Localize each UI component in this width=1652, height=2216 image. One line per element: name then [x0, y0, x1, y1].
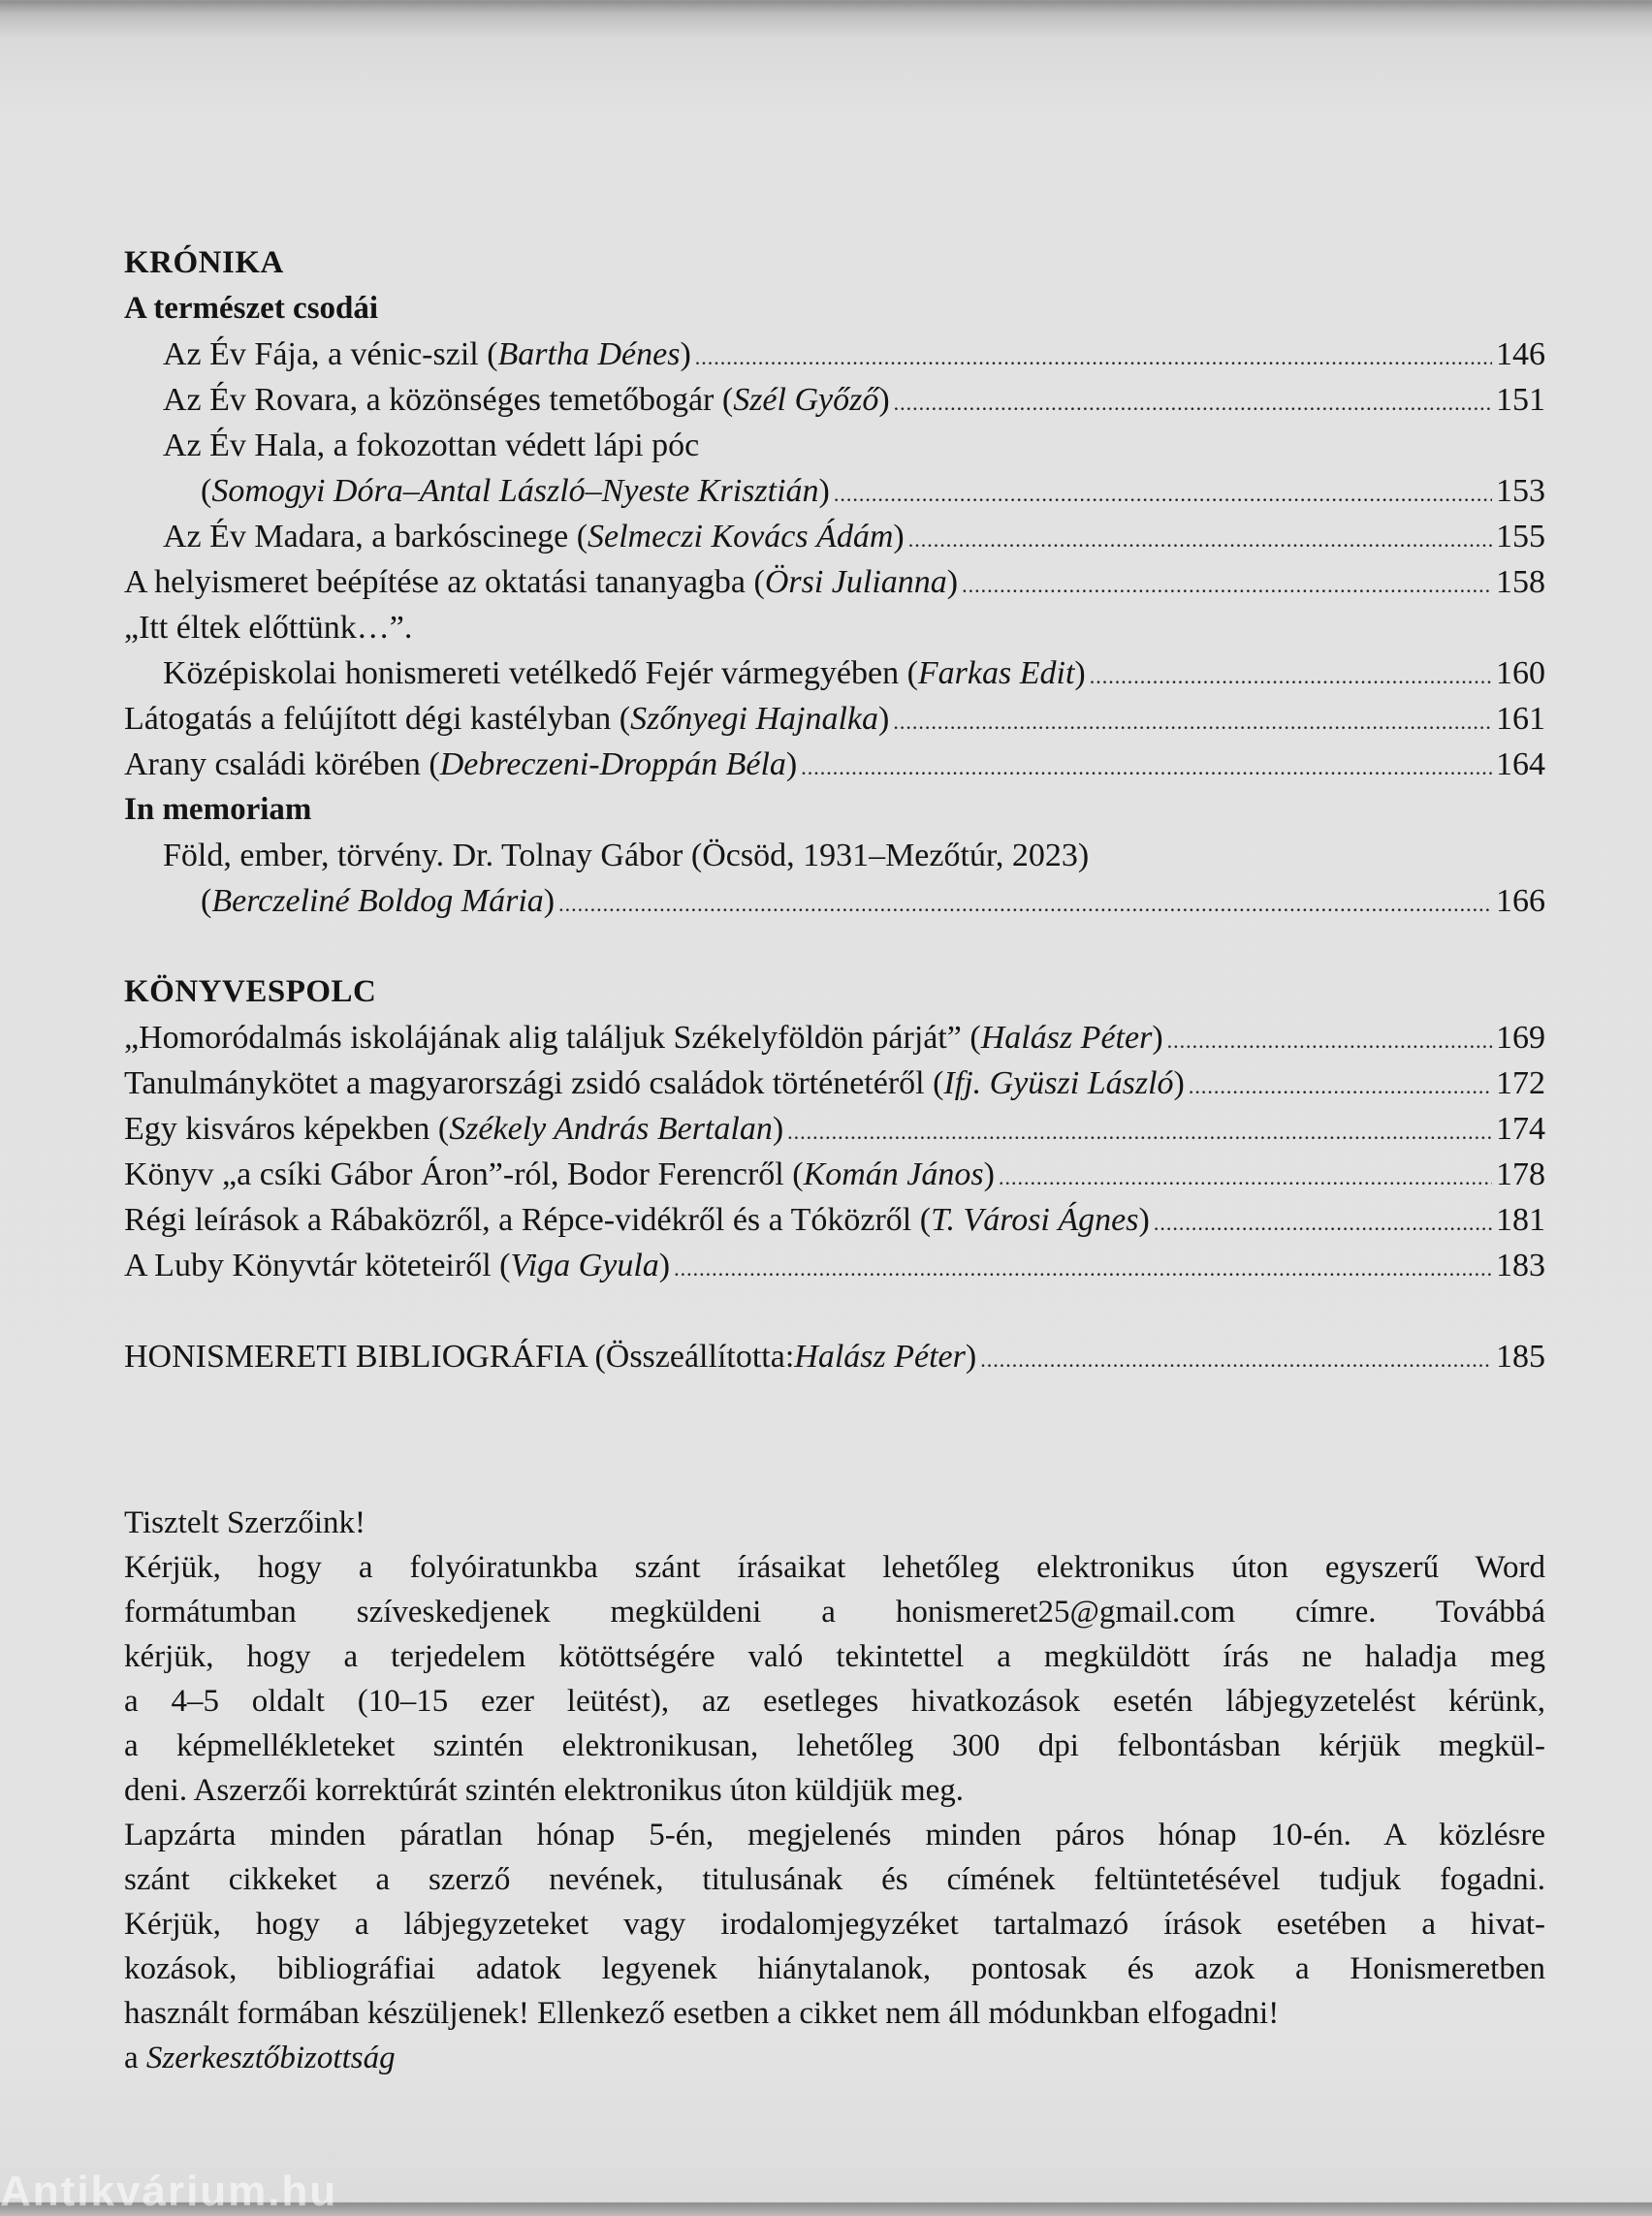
toc-entry [124, 1197, 1545, 1243]
toc-entry [124, 1015, 1545, 1061]
entry-title-end: ) [965, 1339, 977, 1375]
notice-line: kérjük, hogy a terjedelem kötöttségére való tekintettel a megküldött írás ne haladja meg [124, 1639, 1545, 1674]
signature-prefix: a [124, 2041, 146, 2075]
entry-author: Szél Győző [733, 382, 879, 418]
entry-title: Az Év Fája, a vénic-szil ( [163, 336, 498, 372]
entry-title-end: ) [658, 1248, 671, 1283]
page-number: 164 [1496, 746, 1545, 782]
page-number: 146 [1496, 336, 1545, 372]
entry-author: Berczeliné Boldog Mária [211, 883, 544, 919]
entry-title: Középiskolai honismereti vetélkedő Fejér vármegyében ( [163, 655, 918, 691]
entry-title-end: ) [772, 1111, 784, 1147]
dot-leader [1167, 1018, 1492, 1063]
konyvespolc-entries [124, 1015, 1545, 1288]
dot-leader [962, 562, 1492, 608]
toc-entry [124, 332, 1545, 377]
entry-title: Régi leírások a Rábaközről, a Répce-vidékről és a Tóközről ( [124, 1202, 932, 1238]
entry-author: Szőnyegi Hajnalka [630, 701, 879, 737]
page-number: 155 [1496, 519, 1545, 554]
notice-line: a képmellékleteket szintén elektronikusan, lehetőleg 300 dpi felbontásban kérjük megkül- [124, 1728, 1545, 1763]
entry-title-end: ) [818, 473, 830, 509]
section-heading-kronika: KRÓNIKA [124, 245, 284, 280]
entry-title-end: ) [1138, 1202, 1150, 1238]
page-number: 161 [1496, 701, 1545, 737]
page-number: 153 [1496, 473, 1545, 509]
page-number: 172 [1496, 1065, 1545, 1101]
page-number: 169 [1496, 1020, 1545, 1056]
notice-line: deni. Aszerzői korrektúrát szintén elektronikus úton küldjük meg. [124, 1773, 965, 1808]
entry-title-end: ) [1074, 655, 1086, 691]
entry-author: Halász Péter [980, 1020, 1153, 1056]
section-heading-konyvespolc: KÖNYVESPOLC [124, 974, 377, 1009]
entry-title: Az Év Madara, a barkóscinege ( [163, 519, 588, 554]
memoriam-entries [124, 833, 1545, 924]
toc-entry [124, 559, 1545, 605]
subsection-heading-in-memoriam: In memoriam [124, 792, 312, 827]
entry-title-end: ) [983, 1156, 995, 1192]
notice-signature [124, 2036, 1545, 2080]
entry-title: A Luby Könyvtár köteteiről ( [124, 1248, 511, 1283]
notice-line: szánt cikkeket a szerző nevének, titulusának és címének feltüntetésével tudjuk fogadni. [124, 1862, 1545, 1897]
entry-title-end: ) [543, 883, 556, 919]
toc-entry [124, 1243, 1545, 1288]
entry-title: HONISMERETI BIBLIOGRÁFIA (Összeállította: [124, 1339, 795, 1375]
toc-entry [124, 696, 1545, 742]
notice-line: használt formában készüljenek! Ellenkező esetben a cikket nem áll módunkban elfogadni! [124, 1996, 1280, 2031]
entry-author: Örsi Julianna [764, 564, 947, 600]
toc-entry [124, 833, 1545, 878]
notice-greeting: Tisztelt Szerzőink! [124, 1505, 365, 1540]
entry-title: Látogatás a felújított dégi kastélyban ( [124, 701, 631, 737]
watermark: Antikvárium.hu [0, 2168, 338, 2215]
toc-entry [124, 1152, 1545, 1197]
notice-paragraph-1 [124, 1545, 1545, 1813]
signature-name: Szerkesztőbizottság [145, 2041, 396, 2075]
entry-title: Föld, ember, törvény. Dr. Tolnay Gábor (Öcsöd, 1931–Mezőtúr, 2023) [163, 838, 1090, 873]
toc-entry [124, 423, 1545, 468]
notice-line: Kérjük, hogy a folyóiratunkba szánt írásaikat lehetőleg elektronikus úton egyszerű Word [124, 1550, 1545, 1585]
entry-title-end: ) [785, 746, 798, 782]
toc-entry [124, 605, 1545, 650]
entry-title: Egy kisváros képekben ( [124, 1111, 450, 1147]
notice-line: Lapzárta minden páratlan hónap 5-én, megjelenés minden páros hónap 10-én. A közlésre [124, 1818, 1545, 1852]
entry-title-end: ) [1173, 1065, 1185, 1101]
toc-entry [124, 1061, 1545, 1106]
dot-leader [908, 517, 1492, 562]
dot-leader [980, 1337, 1492, 1382]
page-number: 178 [1496, 1156, 1545, 1192]
toc-entry [124, 468, 1545, 514]
toc-entry-bibliografia [124, 1334, 1545, 1379]
entry-title-end: ) [878, 382, 890, 418]
entry-author: Halász Péter [794, 1339, 966, 1375]
entry-author: Komán János [803, 1156, 984, 1192]
dot-leader [695, 334, 1492, 380]
dot-leader [801, 744, 1492, 790]
dot-leader [558, 881, 1492, 927]
dot-leader [1189, 1063, 1492, 1109]
entry-title: Az Év Rovara, a közönséges temetőbogár ( [163, 382, 734, 418]
entry-title: A helyismeret beépítése az oktatási tananyagba ( [124, 564, 765, 600]
entry-title-end: ) [946, 564, 959, 600]
entry-author: Farkas Edit [917, 655, 1075, 691]
toc-entry [124, 742, 1545, 787]
notice-line: Kérjük, hogy a lábjegyzeteket vagy irodalomjegyzéket tartalmazó írások esetében a hivat- [124, 1907, 1545, 1942]
entry-title: Az Év Hala, a fokozottan védett lápi póc [163, 427, 700, 463]
dot-leader [787, 1109, 1492, 1155]
page-number: 160 [1496, 655, 1545, 691]
kronika-entries [124, 332, 1545, 787]
dot-leader [999, 1155, 1492, 1200]
subsection-heading-termeszet: A természet csodái [124, 291, 379, 326]
entry-title: ( [201, 883, 212, 919]
dot-leader [1090, 653, 1492, 699]
entry-title-end: ) [680, 336, 691, 372]
dot-leader [894, 380, 1492, 426]
page-number: 183 [1496, 1248, 1545, 1283]
dot-leader [834, 471, 1492, 517]
notice-line: formátumban szíveskedjenek megküldeni a honismeret25@gmail.com címre. Továbbá [124, 1595, 1545, 1630]
entry-title: Arany családi körében ( [124, 746, 440, 782]
page-number: 174 [1496, 1111, 1545, 1147]
toc-entry [124, 377, 1545, 423]
entry-author: Selmeczi Kovács Ádám [588, 519, 894, 554]
entry-title: Tanulmánykötet a magyarországi zsidó családok történetéről ( [124, 1065, 944, 1101]
notice-line: kozások, bibliográfiai adatok legyenek hiánytalanok, pontosak és azok a Honismeretben [124, 1951, 1545, 1986]
entry-author: Bartha Dénes [497, 336, 681, 372]
entry-author: Viga Gyula [510, 1248, 659, 1283]
entry-title: „Itt éltek előttünk…”. [124, 610, 413, 646]
page-number: 158 [1496, 564, 1545, 600]
notice-paragraph-2 [124, 1813, 1545, 2036]
entry-author: Debreczeni-Droppán Béla [439, 746, 786, 782]
table-of-contents [124, 240, 1545, 1379]
entry-title-end: ) [893, 519, 905, 554]
entry-author: Székely András Bertalan [449, 1111, 773, 1147]
entry-title: „Homoródalmás iskolájának alig találjuk Székelyföldön párját” ( [124, 1020, 981, 1056]
entry-title: Könyv „a csíki Gábor Áron”-ról, Bodor Ferencről ( [124, 1156, 804, 1192]
dot-leader [893, 699, 1492, 744]
toc-entry [124, 1106, 1545, 1152]
toc-entry [124, 514, 1545, 559]
toc-entry [124, 650, 1545, 696]
dot-leader [1154, 1200, 1492, 1246]
entry-author: T. Városi Ágnes [931, 1202, 1139, 1238]
page-number: 185 [1496, 1339, 1545, 1375]
page-number: 181 [1496, 1202, 1545, 1238]
entry-title: ( [201, 473, 212, 509]
page-number: 166 [1496, 883, 1545, 919]
entry-title-end: ) [1152, 1020, 1163, 1056]
entry-author: Ifj. Gyüszi László [943, 1065, 1174, 1101]
toc-entry [124, 878, 1545, 924]
notice-line: a 4–5 oldalt (10–15 ezer leütést), az esetleges hivatkozások esetén lábjegyzetelést kérünk, [124, 1684, 1545, 1719]
page-number: 151 [1496, 382, 1545, 418]
author-notice [124, 1501, 1545, 2080]
dot-leader [674, 1246, 1492, 1291]
entry-title-end: ) [878, 701, 890, 737]
entry-author: Somogyi Dóra–Antal László–Nyeste Krisztián [211, 473, 819, 509]
